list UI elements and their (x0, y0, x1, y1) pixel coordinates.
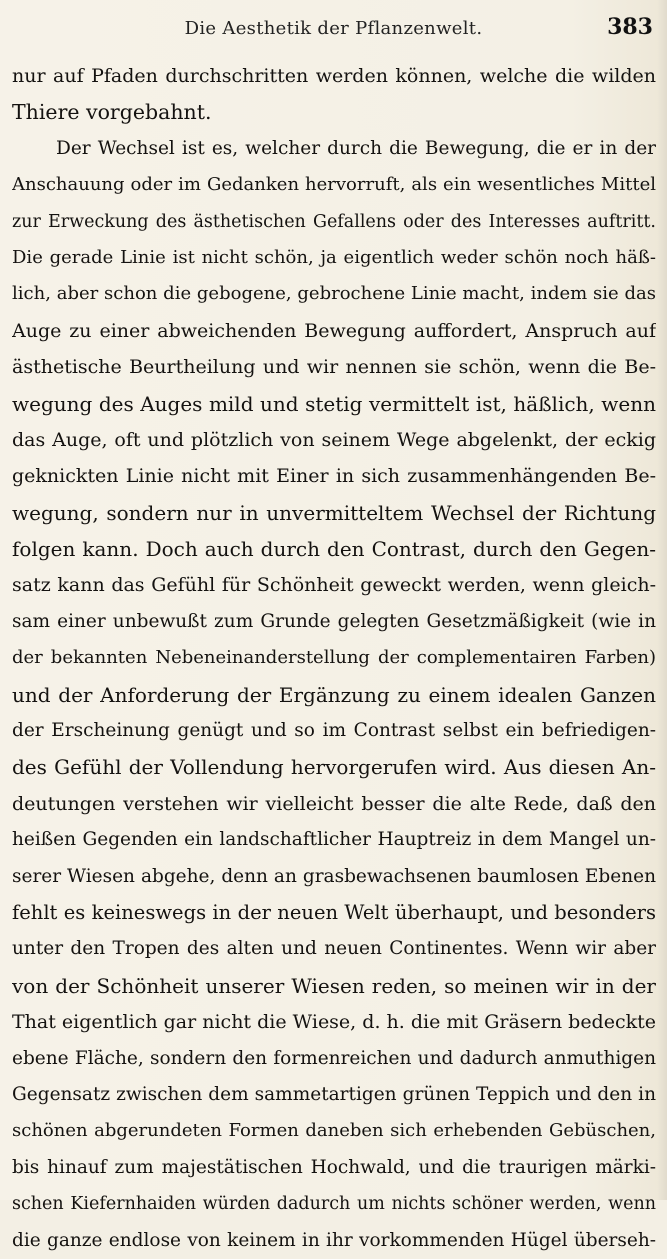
text-line: sam einer unbewußt zum Grunde gelegten Gesetzmäßigkeit (wie in (12, 610, 656, 632)
page-header (0, 14, 667, 46)
text-line: bis hinauf zum majestätischen Hochwald, und die traurigen märki- (12, 1156, 656, 1178)
text-line: des Gefühl der Vollendung hervorgerufen wird. Aus diesen An- (12, 755, 656, 780)
text-line: ästhetische Beurtheilung und wir nennen sie schön, wenn die Be- (12, 356, 656, 379)
text-line: wegung des Auges mild und stetig vermittelt ist, häßlich, wenn (12, 391, 656, 416)
text-line: der bekannten Nebeneinanderstellung der complementairen Farben) (12, 647, 656, 669)
text-line: das Auge, oft und plötzlich von seinem Wege abgelenkt, der eckig (12, 428, 656, 451)
text-line: Anschauung oder im Gedanken hervorruft, als ein wesentliches Mittel (12, 174, 656, 196)
text-line: und der Anforderung der Ergänzung zu einem idealen Ganzen (12, 682, 656, 707)
text-line: schönen abgerundeten Formen daneben sich erhebenden Gebüschen, (12, 1120, 656, 1142)
page-number: 383 (607, 14, 653, 40)
text-line: wegung, sondern nur in unvermitteltem Wechsel der Richtung (12, 500, 656, 525)
text-line: Auge zu einer abweichenden Bewegung auffordert, Anspruch auf (12, 319, 656, 342)
text-line: geknickten Linie nicht mit Einer in sich zusammenhängenden Be- (12, 465, 656, 488)
body-text (12, 58, 656, 1259)
page-edge-shadow (657, 0, 667, 1200)
text-line: heißen Gegenden ein landschaftlicher Hauptreiz in dem Mangel un- (12, 829, 656, 851)
text-line: der Erscheinung genügt und so im Contrast selbst ein befriedigen- (12, 720, 656, 742)
text-line: Thiere vorgebahnt. (12, 100, 212, 125)
text-line: folgen kann. Doch auch durch den Contrast, durch den Gegen- (12, 537, 656, 562)
paragraph-start-line: Der Wechsel ist es, welcher durch die Bewegung, die er in der (56, 137, 656, 159)
running-title: Die Aesthetik der Pflanzenwelt. (184, 18, 483, 39)
text-line: unter den Tropen des alten und neuen Continentes. Wenn wir aber (12, 938, 656, 960)
text-line: Die gerade Linie ist nicht schön, ja eigentlich weder schön noch häß- (12, 246, 656, 268)
text-line: satz kann das Gefühl für Schönheit geweckt werden, wenn gleich- (12, 574, 656, 597)
text-line: ebene Fläche, sondern den formenreichen und dadurch anmuthigen (12, 1047, 656, 1069)
text-line: die ganze endlose von keinem in ihr vorkommenden Hügel überseh- (12, 1229, 656, 1251)
text-line: von der Schönheit unserer Wiesen reden, so meinen wir in der (12, 973, 656, 998)
text-line: serer Wiesen abgehe, denn an grasbewachsenen baumlosen Ebenen (12, 865, 656, 887)
text-line: deutungen verstehen wir vielleicht besser die alte Rede, daß den (12, 792, 656, 815)
text-line: nur auf Pfaden durchschritten werden können, welche die wilden (12, 65, 656, 87)
text-line: zur Erweckung des ästhetischen Gefallens oder des Interesses auftritt. (12, 211, 656, 232)
text-line: schen Kiefernhaiden würden dadurch um nichts schöner werden, wenn (12, 1194, 656, 1215)
text-line: lich, aber schon die gebogene, gebrochene Linie macht, indem sie das (12, 283, 656, 305)
text-line: fehlt es keineswegs in der neuen Welt überhaupt, und besonders (12, 900, 656, 924)
text-line: Gegensatz zwischen dem sammetartigen grünen Teppich und den in (12, 1083, 656, 1105)
text-line: That eigentlich gar nicht die Wiese, d. h. die mit Gräsern bedeckte (12, 1011, 656, 1034)
